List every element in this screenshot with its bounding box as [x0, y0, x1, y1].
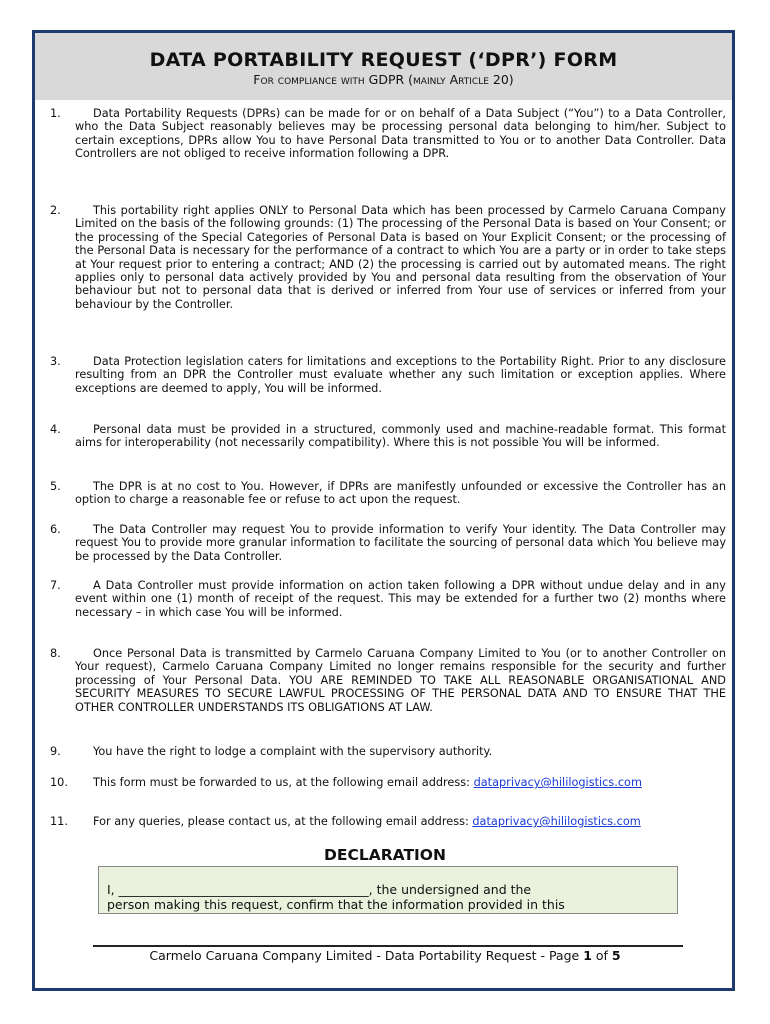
footer-text: Carmelo Caruana Company Limited - Data Portability Request - Page [149, 948, 584, 963]
item-number: 10. [50, 776, 68, 789]
item-number: 9. [50, 745, 61, 758]
footer-page-number: 1 [583, 948, 592, 963]
list-item [50, 523, 726, 563]
item-text: Personal data must be provided in a structured, commonly used and machine-readable format. This format aims for interoperability (not necessarily compatibility). Where this is not possible You will be informed. [75, 423, 726, 450]
item-number: 7. [50, 579, 61, 592]
item-text: This portability right applies ONLY to Personal Data which has been processed by Carmelo Caruana Company Limited on the basis of the following grounds: (1) The processing of the Personal Data is based on Your Consent; or the processing of the Special Categories of Personal Data is based on Your Explicit Consent; or the processing of the Personal Data is necessary for the performance of a contract to which You are a party or in order to take steps at Your request prior to entering a contract; AND (2) the processing is carried out by automated means. The right applies only to personal data actively provided by You and personal data resulting from the observation of Your behaviour but not to personal data that is derived or inferred from Your use of services or inferred from your behaviour by the Controller. [75, 204, 726, 311]
declaration-box[interactable] [98, 866, 678, 914]
list-item [50, 355, 726, 395]
list-item [50, 647, 726, 714]
list-item [50, 745, 726, 758]
declaration-title: DECLARATION [324, 846, 446, 864]
list-item [50, 815, 726, 828]
footer-divider [93, 945, 683, 947]
item-number: 5. [50, 480, 61, 493]
item-text: You have the right to lodge a complaint with the supervisory authority. [93, 745, 493, 758]
list-item [50, 107, 726, 161]
item-text: Data Protection legislation caters for limitations and exceptions to the Portability Right. Prior to any disclosure resulting from an DPR the Controller must evaluate whether any such limitation or exception applies. Where exceptions are deemed to apply, You will be informed. [75, 355, 726, 395]
form-subtitle: For compliance with GDPR (mainly Article 20) [253, 72, 514, 87]
list-item [50, 776, 726, 789]
list-item [50, 204, 726, 311]
item-text-content: This form must be forwarded to us, at the following email address: [93, 776, 470, 789]
footer-page-total: 5 [611, 948, 621, 963]
item-text-content: For any queries, please contact us, at the following email address: [93, 815, 469, 828]
form-title: DATA PORTABILITY REQUEST (‘DPR’) FORM [149, 49, 618, 71]
footer-of: of [591, 948, 612, 963]
item-number: 6. [50, 523, 61, 536]
list-item [50, 579, 726, 619]
item-number: 1. [50, 107, 61, 120]
item-text [75, 815, 726, 828]
declaration-line-1: I, ________________________________________, the undersigned and the [107, 882, 532, 897]
item-text: The DPR is at no cost to You. However, if DPRs are manifestly unfounded or excessive the Controller has an option to charge a reasonable fee or refuse to act upon the request. [75, 480, 726, 507]
page-footer [0, 948, 770, 963]
email-link[interactable]: dataprivacy@hililogistics.com [473, 776, 642, 789]
list-item [50, 480, 726, 507]
item-text: The Data Controller may request You to provide information to verify Your identity. The Data Controller may request You to provide more granular information to facilitate the sourcing of personal data which You believe may be processed by the Data Controller. [75, 523, 726, 563]
item-number: 11. [50, 815, 68, 828]
item-number: 3. [50, 355, 61, 368]
item-text [75, 776, 726, 789]
item-number: 2. [50, 204, 61, 217]
item-number: 8. [50, 647, 61, 660]
form-header [35, 33, 732, 100]
declaration-line-2: person making this request, confirm that the information provided in this [107, 897, 565, 912]
item-text: A Data Controller must provide information on action taken following a DPR without undue delay and in any event within one (1) month of receipt of the request. This may be extended for a further two (2) months where necessary – in which case You will be informed. [75, 579, 726, 619]
list-item [50, 423, 726, 450]
item-text: Once Personal Data is transmitted by Carmelo Caruana Company Limited to You (or to another Controller on Your request), Carmelo Caruana Company Limited no longer remains responsible for the security and further processing of Your Personal Data. YOU ARE REMINDED TO TAKE ALL REASONABLE ORGANISATIONAL AND SECURITY MEASURES TO SECURE LAWFUL PROCESSING OF THE PERSONAL DATA AND TO ENSURE THAT THE OTHER CONTROLLER UNDERSTANDS ITS OBLIGATIONS AT LAW. [75, 647, 726, 714]
item-number: 4. [50, 423, 61, 436]
item-text: Data Portability Requests (DPRs) can be made for or on behalf of a Data Subject (“You”) to a Data Controller, who the Data Subject reasonably believes may be processing personal data belonging to him/her. Subject to certain exceptions, DPRs allow You to have Personal Data transmitted to You or to another Data Controller. Data Controllers are not obliged to receive information following a DPR. [75, 107, 726, 161]
email-link[interactable]: dataprivacy@hililogistics.com [472, 815, 641, 828]
